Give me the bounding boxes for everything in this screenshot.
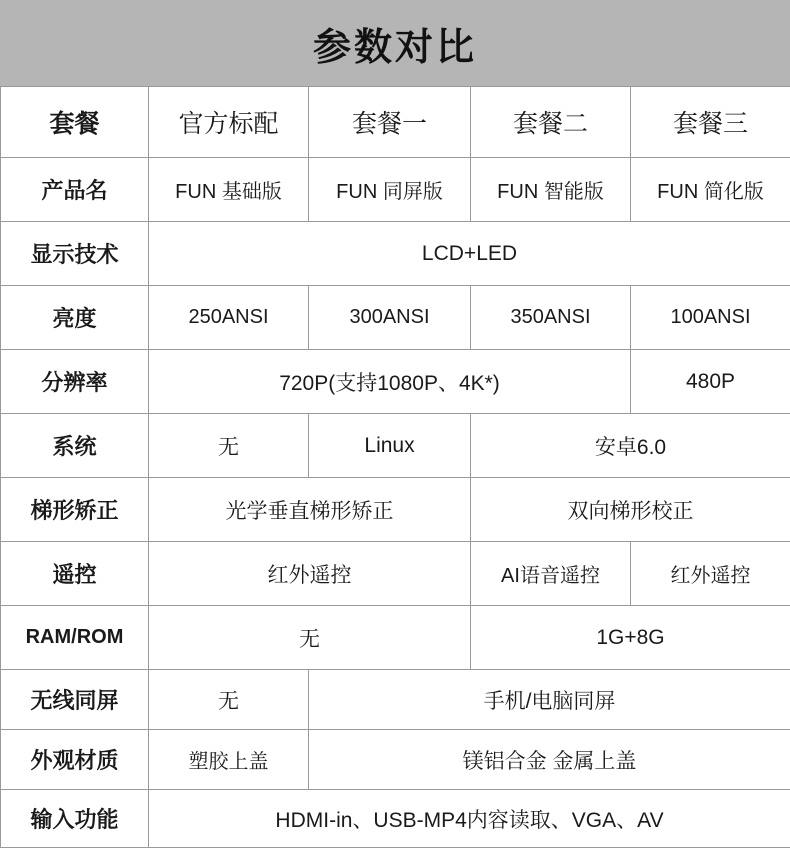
cell-value: 套餐二 [471,87,631,158]
cell-value: HDMI-in、USB-MP4内容读取、VGA、AV [149,790,790,848]
cell-value: 100ANSI [631,286,790,350]
row-label: 分辨率 [1,350,149,414]
row-label: 输入功能 [1,790,149,848]
table-row [1,606,790,670]
table-row [1,286,790,350]
cell-value: FUN 同屏版 [309,158,471,222]
cell-value: 安卓6.0 [471,414,790,478]
table-row [1,670,790,730]
cell-value: 720P(支持1080P、4K*) [149,350,631,414]
table-row [1,414,790,478]
cell-value: 套餐三 [631,87,790,158]
row-label: RAM/ROM [1,606,149,670]
cell-value: 手机/电脑同屏 [309,670,790,730]
cell-value: 250ANSI [149,286,309,350]
cell-value: FUN 简化版 [631,158,790,222]
row-label: 套餐 [1,87,149,158]
cell-value: 480P [631,350,790,414]
row-label: 遥控 [1,542,149,606]
cell-value: 红外遥控 [631,542,790,606]
cell-value: 红外遥控 [149,542,471,606]
table-row [1,478,790,542]
cell-value: 镁铝合金 金属上盖 [309,730,790,790]
row-label: 梯形矫正 [1,478,149,542]
row-label: 无线同屏 [1,670,149,730]
cell-value: 300ANSI [309,286,471,350]
table-row [1,730,790,790]
cell-value: 官方标配 [149,87,309,158]
cell-value: LCD+LED [149,222,790,286]
cell-value: 350ANSI [471,286,631,350]
cell-value: AI语音遥控 [471,542,631,606]
row-label: 系统 [1,414,149,478]
cell-value: 套餐一 [309,87,471,158]
cell-value: FUN 智能版 [471,158,631,222]
cell-value: 1G+8G [471,606,790,670]
table-row [1,542,790,606]
page-header [0,0,790,86]
spec-table [0,86,790,848]
row-label: 产品名 [1,158,149,222]
table-row [1,222,790,286]
cell-value: 双向梯形校正 [471,478,790,542]
table-row [1,790,790,848]
table-row [1,87,790,158]
cell-value: 塑胶上盖 [149,730,309,790]
cell-value: 光学垂直梯形矫正 [149,478,471,542]
row-label: 显示技术 [1,222,149,286]
cell-value: FUN 基础版 [149,158,309,222]
table-row [1,158,790,222]
page-title: 参数对比 [312,26,477,69]
cell-value: 无 [149,414,309,478]
table-row [1,350,790,414]
row-label: 外观材质 [1,730,149,790]
cell-value: 无 [149,670,309,730]
cell-value: Linux [309,414,471,478]
cell-value: 无 [149,606,471,670]
row-label: 亮度 [1,286,149,350]
